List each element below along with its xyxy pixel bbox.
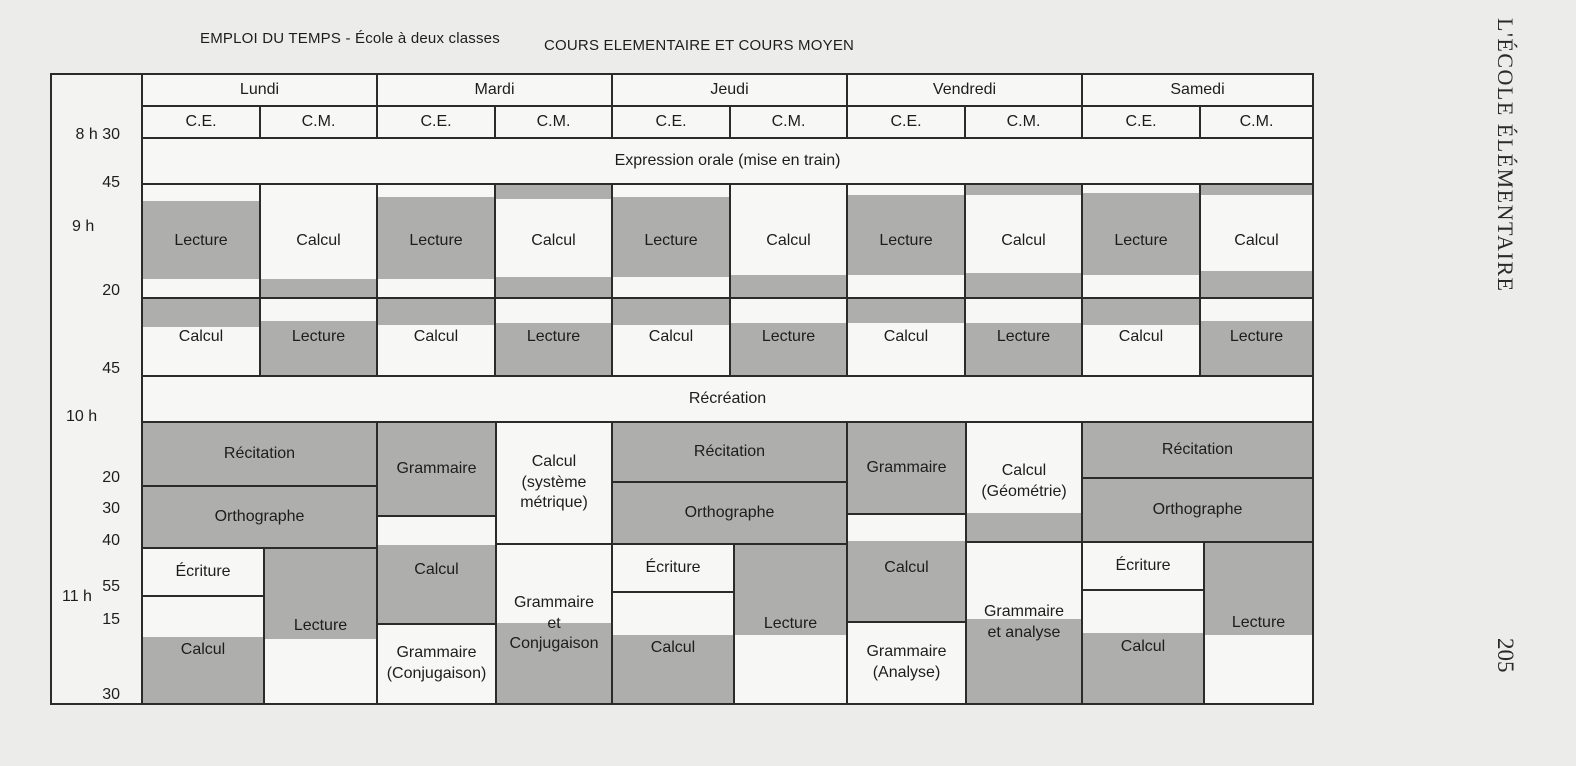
lesson-cell: Lecture bbox=[376, 183, 496, 299]
lesson-cell: Calcul bbox=[376, 515, 497, 625]
time-label: 20 bbox=[102, 282, 120, 299]
lesson-cell: Calcul bbox=[611, 297, 731, 377]
level-header-cm: C.M. bbox=[964, 105, 1083, 139]
lesson-cell: Calcul bbox=[141, 297, 261, 377]
time-label: 55 bbox=[102, 578, 120, 595]
level-header-cm: C.M. bbox=[729, 105, 848, 139]
time-label: 30 bbox=[102, 686, 120, 703]
time-label: 10 h bbox=[66, 408, 98, 425]
page-subtitle: COURS ELEMENTAIRE ET COURS MOYEN bbox=[544, 37, 855, 54]
time-label: 11 h bbox=[62, 588, 92, 605]
lesson-cell: Calcul bbox=[846, 513, 967, 623]
lesson-cell: Récitation bbox=[141, 421, 378, 487]
day-header-samedi: Samedi bbox=[1081, 73, 1314, 107]
lesson-cell: Calcul bbox=[729, 183, 848, 299]
lesson-cell: Grammaire (Conjugaison) bbox=[376, 623, 497, 705]
lesson-cell: Orthographe bbox=[141, 485, 378, 549]
lesson-cell: Orthographe bbox=[1081, 477, 1314, 543]
time-label: 40 bbox=[102, 532, 120, 549]
time-label: 45 bbox=[102, 360, 120, 377]
lesson-cell: Calcul bbox=[141, 595, 265, 705]
lesson-cell: Écriture bbox=[611, 543, 735, 593]
lesson-cell: Lecture bbox=[1199, 297, 1314, 377]
time-label: 8 h 30 bbox=[75, 126, 120, 143]
lesson-cell: Lecture bbox=[263, 547, 378, 705]
lesson-cell: Récitation bbox=[611, 421, 848, 483]
lesson-cell: Calcul bbox=[846, 297, 966, 377]
lesson-cell: Calcul (Géométrie) bbox=[965, 421, 1083, 543]
day-header-vendredi: Vendredi bbox=[846, 73, 1083, 107]
lesson-cell: Récitation bbox=[1081, 421, 1314, 479]
level-header-cm: C.M. bbox=[494, 105, 613, 139]
level-header-ce: C.E. bbox=[611, 105, 731, 139]
lesson-cell: Lecture bbox=[733, 543, 848, 705]
lesson-cell: Calcul bbox=[259, 183, 378, 299]
lesson-cell: Calcul bbox=[611, 591, 735, 705]
level-header-ce: C.E. bbox=[846, 105, 966, 139]
lesson-cell: Lecture bbox=[611, 183, 731, 299]
lesson-cell: Calcul (système métrique) bbox=[495, 421, 613, 545]
lesson-cell: Lecture bbox=[494, 297, 613, 377]
lesson-cell: Écriture bbox=[141, 547, 265, 597]
time-label: 9 h bbox=[72, 218, 95, 235]
lesson-cell: Calcul bbox=[1081, 589, 1205, 705]
morning-start-row: Expression orale (mise en train) bbox=[141, 137, 1314, 185]
lesson-cell: Calcul bbox=[1199, 183, 1314, 299]
time-label: 15 bbox=[102, 611, 120, 628]
lesson-cell: Lecture bbox=[1203, 541, 1314, 705]
time-label: 30 bbox=[102, 500, 120, 517]
lesson-cell: Grammaire (Analyse) bbox=[846, 621, 967, 705]
level-header-ce: C.E. bbox=[141, 105, 261, 139]
lesson-cell: Calcul bbox=[494, 183, 613, 299]
level-header-ce: C.E. bbox=[1081, 105, 1201, 139]
day-header-mardi: Mardi bbox=[376, 73, 613, 107]
lesson-cell: Lecture bbox=[141, 183, 261, 299]
page-title: EMPLOI DU TEMPS - École à deux classes bbox=[200, 30, 500, 47]
lesson-cell: Lecture bbox=[259, 297, 378, 377]
time-label: 20 bbox=[102, 469, 120, 486]
lesson-cell: Orthographe bbox=[611, 481, 848, 545]
page-number: 205 bbox=[1493, 638, 1518, 673]
lesson-cell: Calcul bbox=[376, 297, 496, 377]
lesson-cell: Grammaire bbox=[846, 421, 967, 515]
lesson-cell: Lecture bbox=[729, 297, 848, 377]
lesson-cell: Lecture bbox=[964, 297, 1083, 377]
day-header-jeudi: Jeudi bbox=[611, 73, 848, 107]
time-label: 45 bbox=[102, 174, 120, 191]
lesson-cell: Grammaire bbox=[376, 421, 497, 517]
lesson-cell: Lecture bbox=[846, 183, 966, 299]
lesson-cell: Grammaire et Conjugaison bbox=[495, 543, 613, 705]
day-header-lundi: Lundi bbox=[141, 73, 378, 107]
running-head: L'ÉCOLE ÉLÉMENTAIRE bbox=[1493, 18, 1518, 293]
lesson-cell: Calcul bbox=[1081, 297, 1201, 377]
level-header-ce: C.E. bbox=[376, 105, 496, 139]
lesson-cell: Écriture bbox=[1081, 541, 1205, 591]
lesson-cell: Lecture bbox=[1081, 183, 1201, 299]
lesson-cell: Grammaire et analyse bbox=[965, 541, 1083, 705]
break-row: Récréation bbox=[141, 375, 1314, 423]
level-header-cm: C.M. bbox=[1199, 105, 1314, 139]
level-header-cm: C.M. bbox=[259, 105, 378, 139]
lesson-cell: Calcul bbox=[964, 183, 1083, 299]
